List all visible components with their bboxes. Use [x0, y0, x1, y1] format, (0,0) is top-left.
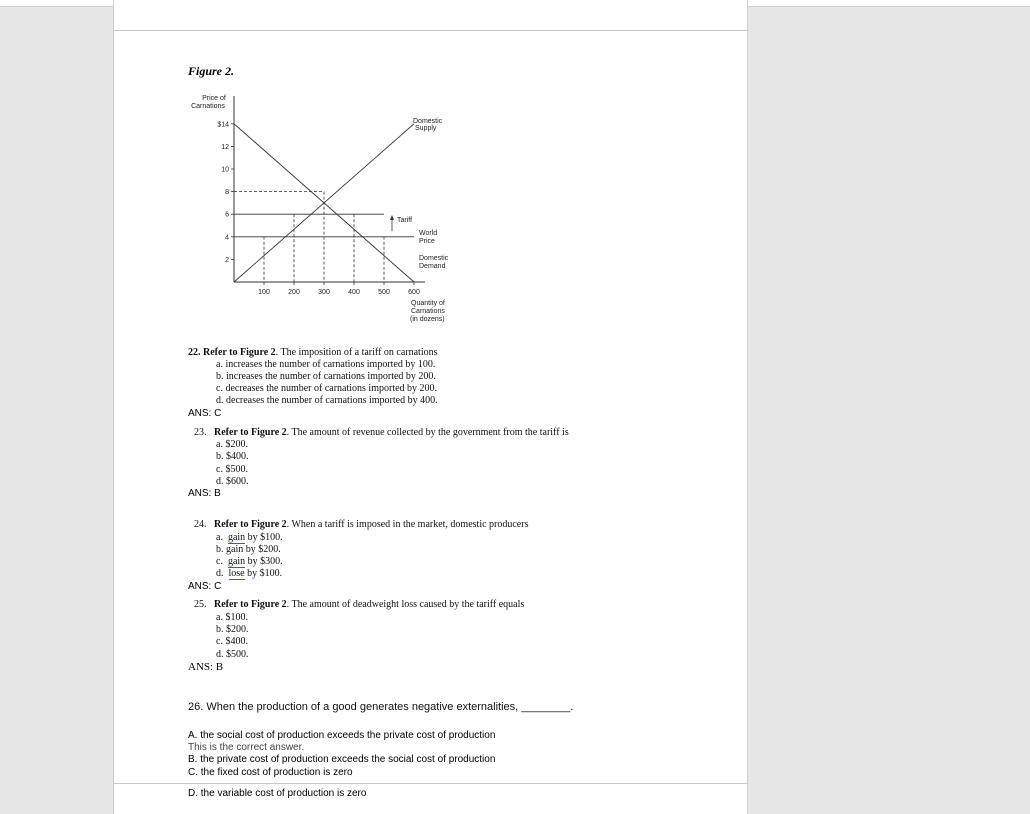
world-price-label-1: World: [419, 230, 438, 237]
q25-text: . The amount of deadweight loss caused by the tariff equals: [286, 599, 525, 610]
x-tick-label: 200: [288, 289, 300, 296]
tariff-label: Tariff: [397, 217, 413, 224]
x-axis-label-1: Quantity of: [411, 300, 445, 307]
y-tick-label: 10: [221, 166, 229, 174]
y-tick-labels: [217, 121, 229, 264]
q24-text: . When a tariff is imposed in the market, domestic producers: [286, 519, 529, 530]
y-tick-label: 6: [225, 211, 229, 219]
q25-number: 25.: [194, 599, 207, 610]
q24-answer: ANS: C: [188, 581, 222, 592]
y-tick-label: 12: [221, 143, 229, 151]
x-tick-label: 300: [318, 289, 330, 296]
x-axis-label-3: (in dozens): [410, 316, 445, 323]
y-axis-label-1: Price of: [202, 95, 226, 102]
q25-option-a: a. $100.: [216, 612, 248, 623]
q26-option-b: B. the private cost of production exceeds the social cost of production: [188, 754, 496, 765]
x-tick-label: 500: [378, 289, 390, 296]
x-tick-label: 400: [348, 289, 360, 296]
page-break-top: [113, 30, 748, 31]
q23-ref: Refer to Figure 2: [214, 427, 287, 438]
q24-option-c: [216, 556, 283, 567]
q23-text: . The amount of revenue collected by the government from the tariff is: [286, 427, 569, 438]
q22-option-d: d. decreases the number of carnations imported by 400.: [216, 395, 438, 406]
q24-c-rest: by $300.: [245, 556, 283, 567]
q22-number: 22.: [188, 347, 201, 358]
q24-ref: Refer to Figure 2: [214, 519, 287, 530]
q24-a-word: gain: [227, 532, 246, 543]
q24-stem: [194, 519, 528, 530]
q26-option-c: C. the fixed cost of production is zero: [188, 767, 353, 778]
q23-stem: [194, 427, 569, 438]
q24-option-a: [216, 532, 283, 543]
x-axis-label-2: Carnations: [411, 308, 445, 315]
q22-option-b: b. increases the number of carnations imported by 200.: [216, 371, 436, 382]
q23-answer: ANS: B: [188, 488, 221, 499]
q22-option-c: c. decreases the number of carnations imported by 200.: [216, 383, 438, 394]
figure-title: Figure 2.: [188, 64, 235, 78]
x-tick-label: 600: [408, 289, 420, 296]
q22-answer: ANS: C: [188, 408, 222, 419]
tariff-arrow-head: [390, 215, 394, 220]
q22-ref: Refer to Figure 2: [203, 347, 276, 358]
q26-option-a: A. the social cost of production exceeds the private cost of production: [188, 730, 496, 741]
y-tick-label: 8: [225, 189, 229, 197]
q23-option-d: d. $600.: [216, 476, 249, 487]
q25-option-d: d. $500.: [216, 649, 249, 660]
page-break-bottom: [113, 783, 748, 784]
q24-option-d: [216, 568, 282, 579]
demand-label-1: Domestic: [419, 255, 449, 262]
y-tick-label: 4: [225, 234, 229, 242]
figure-2-chart: [180, 88, 480, 328]
q23-option-a: a. $200.: [216, 439, 248, 450]
q22-option-a: a. increases the number of carnations imported by 100.: [216, 359, 436, 370]
q24-c-word: gain: [227, 556, 246, 567]
q24-c-letter: c.: [216, 556, 223, 567]
demand-label-2: Demand: [419, 263, 446, 270]
q23-option-c: c. $500.: [216, 464, 248, 475]
q23-option-b: b. $400.: [216, 451, 249, 462]
q23-number: 23.: [194, 427, 207, 438]
supply-label-1: Domestic: [413, 118, 443, 125]
y-axis-label-2: Carnations: [191, 103, 225, 110]
x-tick-labels: [258, 289, 420, 296]
q25-ref: Refer to Figure 2: [214, 599, 287, 610]
q25-option-b: b. $200.: [216, 624, 249, 635]
q22-stem: [188, 347, 438, 358]
x-tick-label: 100: [258, 289, 270, 296]
q22-text: . The imposition of a tariff on carnations: [275, 347, 438, 358]
q25-stem: [194, 599, 524, 610]
q26-option-d: D. the variable cost of production is zero: [188, 788, 367, 799]
q24-a-rest: by $100.: [245, 532, 283, 543]
q24-d-rest: by $100.: [244, 568, 283, 579]
q24-d-word: lose: [228, 568, 245, 579]
y-tick-label: 2: [225, 256, 229, 264]
q25-option-c: c. $400.: [216, 636, 248, 647]
supply-label-2: Supply: [415, 125, 437, 132]
q26-question: 26. When the production of a good generates negative externalities, ________.: [188, 701, 574, 713]
q26-correct-note: This is the correct answer.: [188, 742, 305, 753]
q24-d-letter: d.: [216, 568, 224, 579]
q24-a-letter: a.: [216, 532, 223, 543]
y-tick-label: $14: [217, 121, 229, 129]
world-price-label-2: Price: [419, 238, 435, 245]
q24-option-b: b. gain by $200.: [216, 544, 281, 555]
q25-answer: ANS: B: [188, 661, 224, 673]
q24-number: 24.: [194, 519, 207, 530]
